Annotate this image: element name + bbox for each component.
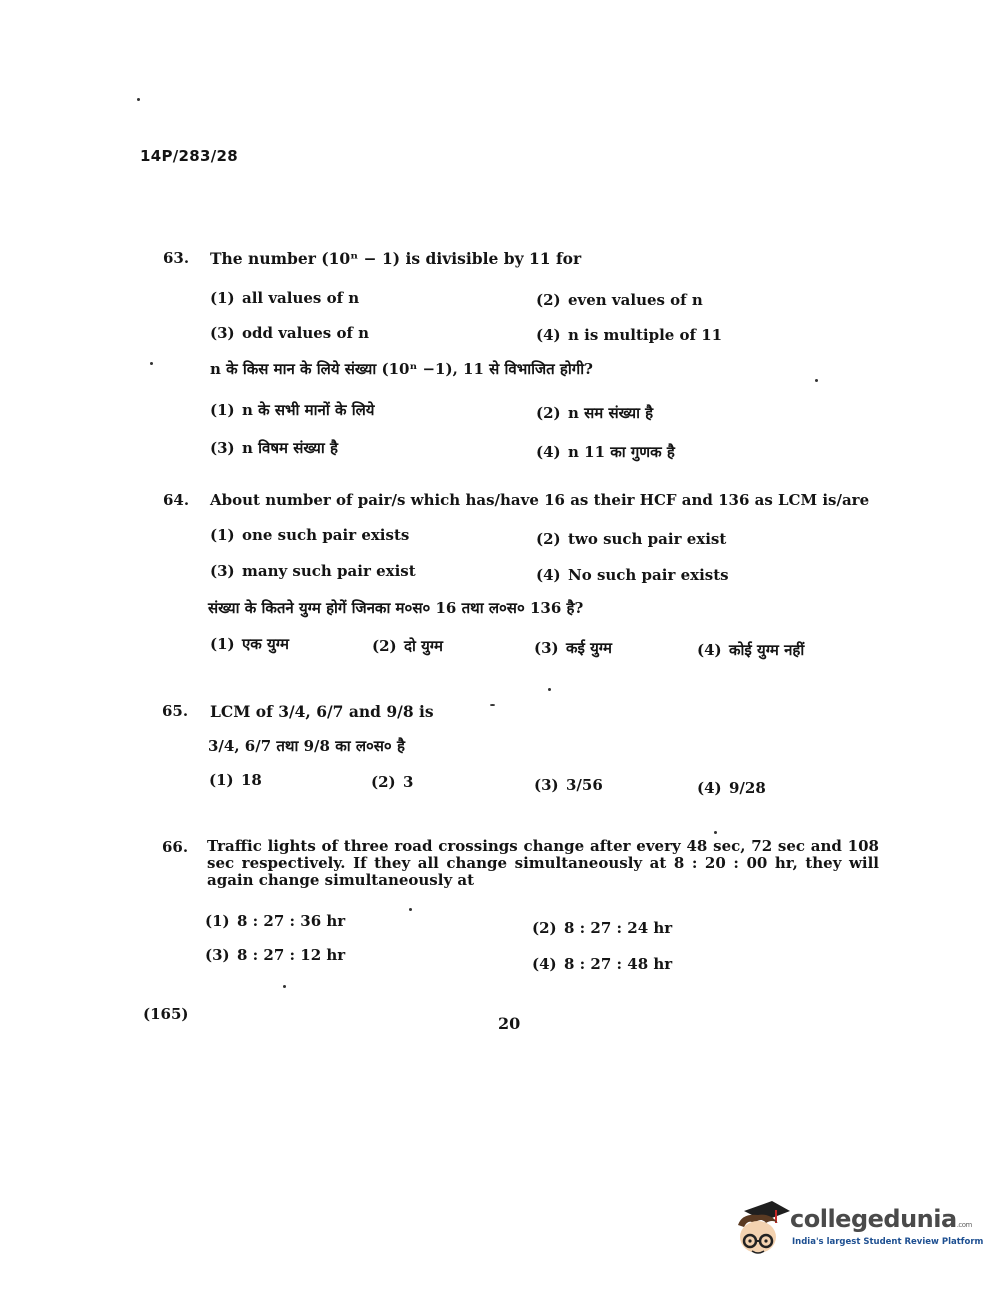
option-4-hi: (4) n 11 का गुणक है [536, 443, 675, 461]
page-number: 20 [498, 1014, 521, 1033]
option-2: (2) 3 [371, 773, 414, 791]
paper-code: 14P/283/28 [140, 147, 239, 165]
option-3-en: (3) many such pair exist [210, 562, 416, 580]
scan-speck [137, 98, 140, 101]
option-3-hi: (3) n विषम संख्या है [210, 439, 338, 457]
option-4: (4) 9/28 [697, 779, 766, 797]
question-text-en: About number of pair/s which has/have 16 as their HCF and 136 as LCM is/are [210, 491, 870, 509]
option-2-hi: (2) दो युग्म [372, 637, 443, 655]
question-text-en: Traffic lights of three road crossings change after every 48 sec, 72 sec and 108 sec respectively. If they all change simultaneously at 8 : 20 : 00 hr, they will again change simultaneously at [207, 837, 879, 889]
brand-tagline: India's largest Student Review Platform [792, 1237, 984, 1247]
option-2-en: (2) even values of n [536, 291, 703, 309]
option-1-en: (1) all values of n [210, 289, 360, 307]
option-3: (3) 8 : 27 : 12 hr [205, 946, 346, 964]
question-text-hi: n के किस मान के लिये संख्या (10ⁿ −1), 11 से विभाजित होगी? [210, 360, 593, 378]
option-4-en: (4) n is multiple of 11 [536, 326, 723, 344]
option-3: (3) 3/56 [534, 776, 603, 794]
question-number: 63. [163, 249, 190, 267]
scan-speck [409, 908, 412, 911]
question-text-hi: संख्या के कितने युग्म होगें जिनका म०स० 16 तथा ल०स० 136 है? [208, 599, 584, 617]
option-3-hi: (3) कई युग्म [534, 639, 612, 657]
scan-speck [150, 362, 153, 365]
option-4-hi: (4) कोई युग्म नहीं [697, 641, 805, 659]
scan-speck [714, 831, 717, 834]
question-text-en: LCM of 3/4, 6/7 and 9/8 is [210, 702, 434, 721]
option-1-hi: (1) एक युग्म [210, 635, 289, 653]
option-1: (1) 8 : 27 : 36 hr [205, 912, 346, 930]
footer-code: (165) [143, 1005, 189, 1023]
option-2-hi: (2) n सम संख्या है [536, 404, 654, 422]
option-2: (2) 8 : 27 : 24 hr [532, 919, 673, 937]
mascot-icon [732, 1197, 792, 1267]
scan-speck [548, 688, 551, 691]
brand-name: collegedunia.com [790, 1205, 972, 1233]
question-number: 64. [163, 491, 190, 509]
option-3-en: (3) odd values of n [210, 324, 370, 342]
option-4-en: (4) No such pair exists [536, 566, 729, 584]
scan-speck [815, 379, 818, 382]
option-1-hi: (1) n के सभी मानों के लिये [210, 401, 375, 419]
question-number: 65. [162, 702, 189, 720]
option-2-en: (2) two such pair exist [536, 530, 727, 548]
scan-speck [490, 704, 495, 706]
question-text-en: The number (10ⁿ − 1) is divisible by 11 for [210, 249, 582, 268]
question-text-hi: 3/4, 6/7 तथा 9/8 का ल०स० है [208, 737, 405, 755]
question-number: 66. [162, 838, 189, 856]
scan-speck [283, 985, 286, 988]
option-4: (4) 8 : 27 : 48 hr [532, 955, 673, 973]
option-1-en: (1) one such pair exists [210, 526, 410, 544]
collegedunia-logo [732, 1197, 984, 1267]
option-1: (1) 18 [209, 771, 262, 789]
